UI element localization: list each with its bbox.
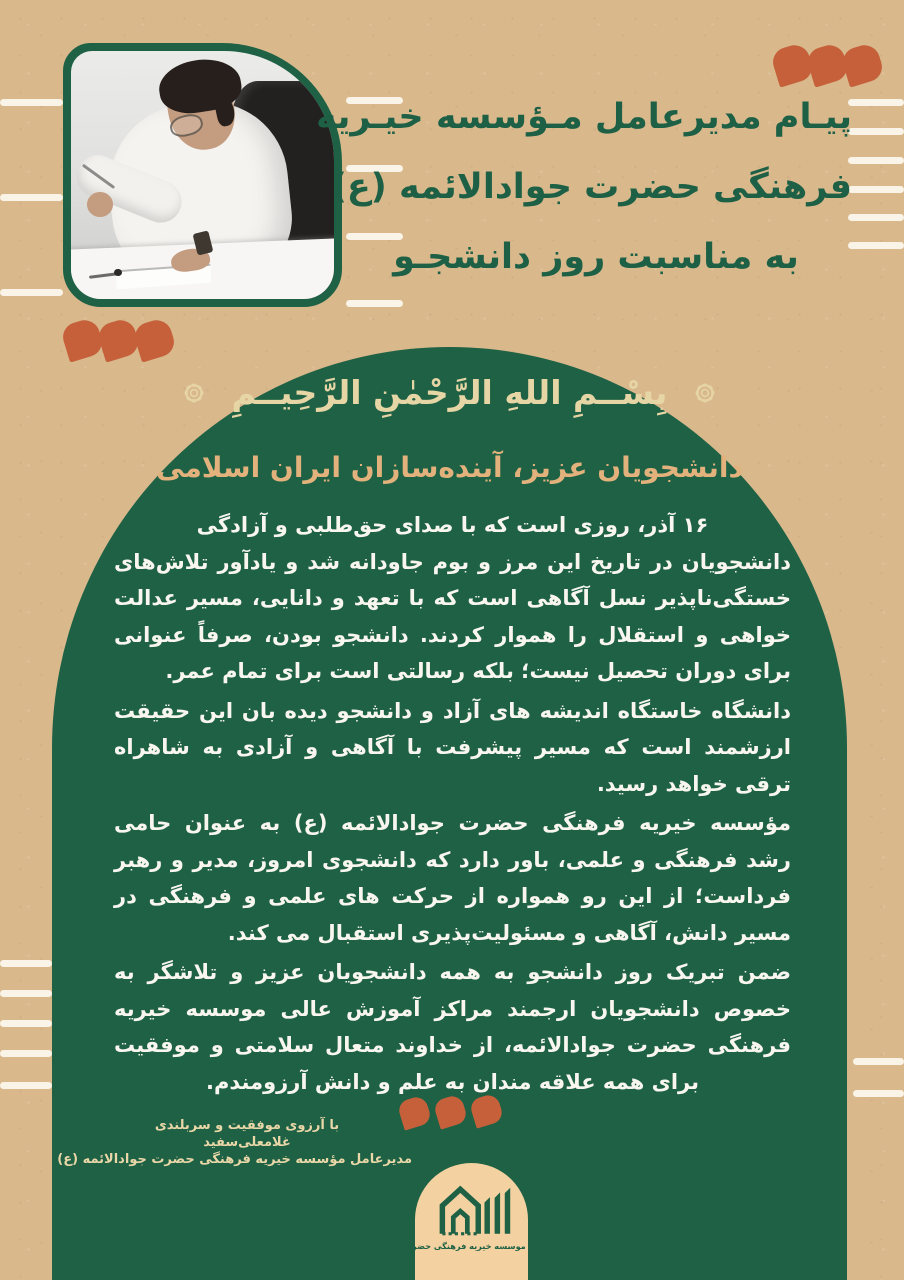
- paragraph-4: ضمن تبریک روز دانشجو به همه دانشجویان عزیز و تلاشگر به خصوص دانشجویان ارجمند مراکز آموزش عالی موسسه خیریه فرهنگی حضرت جوادالائمه، از خداوند متعال سلامتی و موفقیت برای همه علاقه مندان به علم و دانش آرزومندم.: [114, 960, 791, 1094]
- photo-scene: [71, 51, 334, 299]
- poster-title: [316, 82, 852, 292]
- ruled-line: [0, 1082, 52, 1089]
- poster-title-line-1: پیـام مدیرعامل مـؤسسه خیـریه: [316, 97, 852, 137]
- ruled-line: [0, 1050, 52, 1057]
- ruled-line: [0, 960, 52, 967]
- ruled-line: [0, 990, 52, 997]
- green-dome-panel: [52, 347, 847, 1280]
- signature-wish: با آرزوی موفقیت و سربلندی: [154, 1118, 340, 1133]
- poster-title-line-2: فرهنگی حضرت جوادالائمه (ع): [330, 167, 852, 207]
- ruled-line: [848, 128, 904, 135]
- message-body: [114, 507, 791, 1103]
- ruled-line: [848, 186, 904, 193]
- diamond-ornament: [839, 41, 885, 87]
- photo-man-hand: [87, 192, 113, 217]
- rosette-ornament-icon: [689, 377, 721, 409]
- signature-block: [57, 1117, 412, 1168]
- mosque-house-icon: [433, 1179, 511, 1237]
- director-photo: [63, 43, 342, 307]
- rosette-ornament-icon: [178, 377, 210, 409]
- message-heading: دانشجویان عزیز، آینده‌سازان ایران اسلامی: [156, 451, 743, 484]
- signature-name: غلامعلی‌سفید: [203, 1135, 291, 1150]
- bismillah: [52, 373, 847, 412]
- ruled-line: [0, 99, 63, 106]
- ruled-line: [848, 157, 904, 164]
- ruled-line: [0, 289, 63, 296]
- organization-name: موسسه خیریه فرهنگی حضرت جوادالائمه(ع): [347, 1242, 526, 1252]
- ruled-line: [346, 300, 403, 307]
- diamond-ornament: [131, 316, 177, 362]
- poster-title-line-3: به مناسبت روز دانشجـو: [393, 237, 799, 277]
- paragraph-3: مؤسسه خیریه فرهنگی حضرت جوادالائمه (ع) به عنوان حامی رشد فرهنگی و علمی، باور دارد که دانشجوی امروز، مدیر و رهبر فرداست؛ از این رو همواره از حرکت های علمی و فرهنگی در مسیر دانش، آگاهی و مسئولیت‌پذیری استقبال می کند.: [114, 811, 791, 945]
- paragraph-1-lead: ۱۶ آذر، روزی است که با صدای حق‌طلبی و آزادگی: [196, 513, 709, 537]
- paragraph-1: دانشجویان در تاریخ این مرز و بوم جاودانه شد و یادآور تلاش‌های خستگی‌ناپذیر نسل آگاهی است که با تعهد و دانایی، مسیر عدالت خواهی و استقلال را هموار کردند. دانشجو بودن، صرفاً عنوانی برای دوران تحصیل نیست؛ بلکه رسالتی است برای تمام عمر.: [114, 549, 791, 683]
- signature-role: مدیرعامل مؤسسه خیریه فرهنگی حضرت جوادالائمه (ع): [57, 1152, 412, 1167]
- ruled-line: [853, 1090, 904, 1097]
- bismillah-text: بِسْــمِ اللهِ الرَّحْمٰنِ الرَّحِیــمِ: [231, 373, 668, 412]
- ruled-line: [848, 242, 904, 249]
- paragraph-2: دانشگاه خاستگاه اندیشه های آزاد و دانشجو دیده بان این حقیقت ارزشمند است که مسیر پیشرفت با آگاهی و آزادی به شاهراه ترقی خواهد رسید.: [114, 698, 791, 796]
- organization-logo: [347, 1163, 528, 1280]
- ruled-line: [853, 1058, 904, 1065]
- ruled-line: [0, 194, 63, 201]
- ruled-line: [848, 214, 904, 221]
- ruled-line: [0, 1020, 52, 1027]
- ruled-line: [848, 99, 904, 106]
